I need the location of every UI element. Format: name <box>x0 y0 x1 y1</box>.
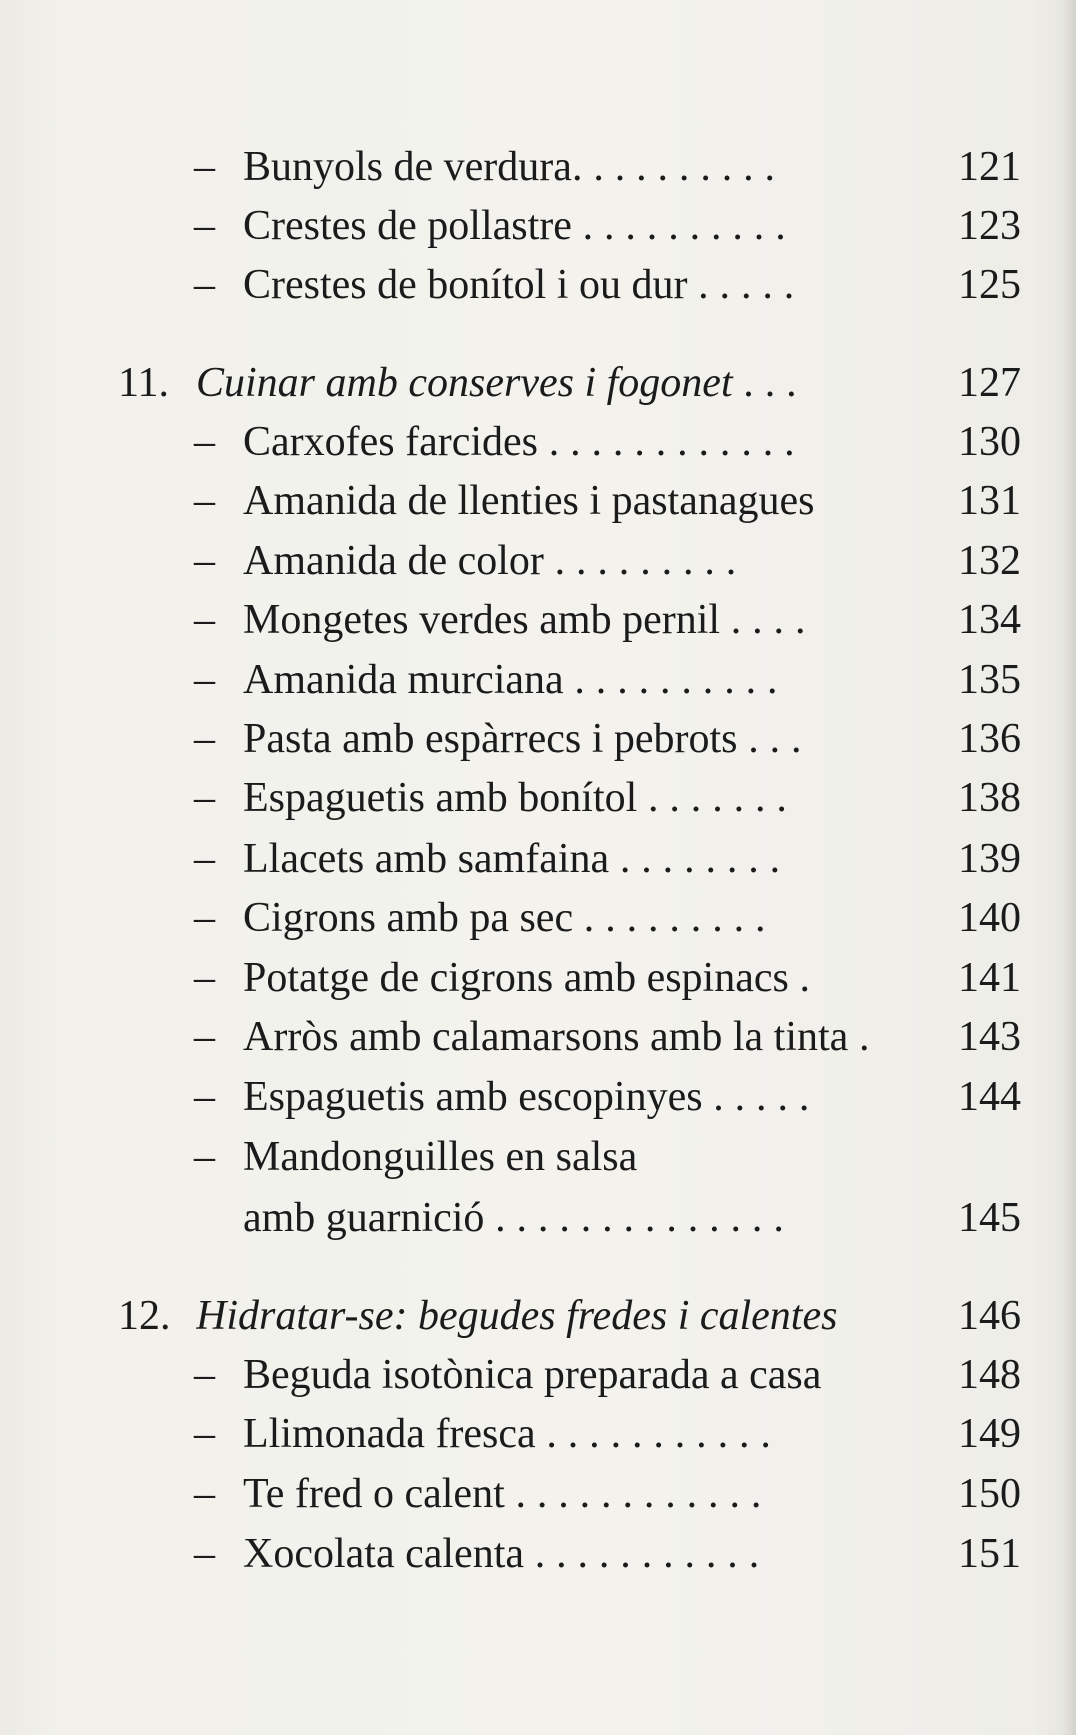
entry-title-text: Arròs amb calamarsons amb la tinta <box>243 1014 849 1060</box>
toc-entry-row <box>0 1465 1076 1523</box>
chapter-number: 12. <box>118 1293 171 1339</box>
dot-leader: . . . <box>737 716 802 762</box>
entry-dash: – <box>194 597 215 643</box>
entry-dash: – <box>194 895 215 941</box>
page-number: 127 <box>958 360 1021 406</box>
page-number: 136 <box>958 716 1021 762</box>
entry-dash: – <box>194 419 215 465</box>
toc-entry-row <box>0 256 1076 314</box>
entry-title-text: Espaguetis amb escopinyes <box>243 1074 703 1120</box>
entry-dash: – <box>194 203 215 249</box>
dot-leader: . . . . . . . . . . <box>563 657 778 703</box>
entry-title <box>243 769 915 827</box>
page-number: 138 <box>958 775 1021 821</box>
entry-title-text: Carxofes farcides <box>243 419 539 465</box>
entry-title-text: Llimonada fresca <box>243 1411 536 1457</box>
entry-title-text: Espaguetis amb bonítol <box>243 775 638 821</box>
entry-title-text: Cuinar amb conserves i fogonet <box>196 360 733 406</box>
dot-leader: . <box>848 1014 870 1060</box>
toc-entry-row <box>0 1189 1076 1247</box>
entry-title-text: Potatge de cigrons amb espinacs <box>243 955 789 1001</box>
entry-title <box>243 1346 915 1404</box>
entry-title-text: Pasta amb espàrrecs i pebrots <box>243 716 738 762</box>
entry-title <box>243 413 915 471</box>
entry-title-text: Te fred o calent <box>243 1471 505 1517</box>
page-number: 135 <box>958 657 1021 703</box>
entry-dash: – <box>194 955 215 1001</box>
entry-title <box>243 591 915 649</box>
entry-title-text: Xocolata calenta <box>243 1531 524 1577</box>
entry-title-text: amb guarnició <box>243 1195 485 1241</box>
entry-dash: – <box>194 1134 215 1180</box>
toc-entry-row <box>0 138 1076 196</box>
entry-dash: – <box>194 836 215 882</box>
entry-title-text: Llacets amb samfaina <box>243 836 610 882</box>
entry-title <box>243 1465 915 1523</box>
dot-leader: . . . . . . . . . <box>543 538 737 584</box>
page-number: 150 <box>958 1471 1021 1517</box>
page-number: 130 <box>958 419 1021 465</box>
dot-leader: . . . . . . . . <box>609 836 781 882</box>
toc-entry-row <box>0 532 1076 590</box>
entry-dash: – <box>194 144 215 190</box>
page-number: 151 <box>958 1531 1021 1577</box>
chapter-title <box>196 354 916 412</box>
toc-entry-row <box>0 1405 1076 1463</box>
entry-title <box>243 949 915 1007</box>
toc-entry-row <box>0 889 1076 947</box>
entry-title <box>243 830 915 888</box>
toc-entry-row <box>0 591 1076 649</box>
toc-entry-row <box>0 769 1076 827</box>
entry-title-text: Bunyols de verdura <box>243 144 572 190</box>
dot-leader: . . . . <box>720 597 806 643</box>
entry-title <box>243 1405 915 1463</box>
dot-leader: . . . . . . . . . . . . <box>504 1471 762 1517</box>
entry-title <box>243 1068 915 1126</box>
page-number: 149 <box>958 1411 1021 1457</box>
toc-chapter-row <box>0 1287 1076 1345</box>
entry-dash: – <box>194 1074 215 1120</box>
page-number: 145 <box>958 1195 1021 1241</box>
toc-entry-row <box>0 197 1076 255</box>
entry-title-text: Crestes de bonítol i ou dur <box>243 262 688 308</box>
entry-title-text: Amanida de color <box>243 538 544 584</box>
dot-leader: . . . . . . . . . . . . . . <box>484 1195 785 1241</box>
entry-title <box>243 256 915 314</box>
entry-title <box>243 889 915 947</box>
entry-title-text: Crestes de pollastre <box>243 203 572 249</box>
entry-dash: – <box>194 1531 215 1577</box>
toc-entry-row <box>0 413 1076 471</box>
toc-entry-row <box>0 1068 1076 1126</box>
page-number: 132 <box>958 538 1021 584</box>
entry-title <box>243 197 915 255</box>
page-number: 143 <box>958 1014 1021 1060</box>
entry-title <box>243 1189 915 1247</box>
entry-dash: – <box>194 775 215 821</box>
toc-entry-row <box>0 1128 1076 1186</box>
entry-title-text: Mongetes verdes amb pernil <box>243 597 721 643</box>
toc-entry-row <box>0 1525 1076 1583</box>
entry-title-text: Amanida murciana <box>243 657 564 703</box>
toc-entry-row <box>0 710 1076 768</box>
toc-entry-row <box>0 949 1076 1007</box>
page-number: 121 <box>958 144 1021 190</box>
dot-leader: . . . . . <box>702 1074 810 1120</box>
entry-dash: – <box>194 1352 215 1398</box>
entry-title <box>243 532 915 590</box>
entry-dash: – <box>194 262 215 308</box>
entry-dash: – <box>194 538 215 584</box>
toc-entry-row <box>0 830 1076 888</box>
entry-title <box>243 651 915 709</box>
toc-entry-row <box>0 1008 1076 1066</box>
dot-leader: . . . . . . . <box>637 775 788 821</box>
entry-dash: – <box>194 657 215 703</box>
toc-entry-row <box>0 651 1076 709</box>
dot-leader: . . . . . . . . . . . . <box>538 419 795 465</box>
toc-chapter-row <box>0 354 1076 412</box>
dot-leader: . . . . . . . . . . <box>571 203 786 249</box>
toc-entry-row <box>0 472 1076 530</box>
entry-title <box>243 1008 915 1066</box>
page-number: 123 <box>958 203 1021 249</box>
page-number: 146 <box>958 1293 1021 1339</box>
page-number: 131 <box>958 478 1021 524</box>
entry-title-text: Hidratar-se: begudes fredes i calentes <box>196 1293 838 1339</box>
entry-title-text: Mandonguilles en salsa <box>243 1134 638 1180</box>
entry-dash: – <box>194 1471 215 1517</box>
chapter-title <box>196 1287 916 1345</box>
entry-title <box>243 1128 915 1186</box>
entry-title-text: Cigrons amb pa sec <box>243 895 574 941</box>
dot-leader: . . . . . . . . . <box>573 895 766 941</box>
page-number: 125 <box>958 262 1021 308</box>
entry-dash: – <box>194 478 215 524</box>
page-number: 144 <box>958 1074 1021 1120</box>
entry-dash: – <box>194 716 215 762</box>
dot-leader: . . . . . . . . . . . <box>524 1531 760 1577</box>
page-number: 148 <box>958 1352 1021 1398</box>
toc-entry-row <box>0 1346 1076 1404</box>
entry-title-text: Beguda isotònica preparada a casa <box>243 1352 822 1398</box>
dot-leader: . . . <box>732 360 797 406</box>
entry-title <box>243 472 915 530</box>
entry-dash: – <box>194 1014 215 1060</box>
entry-title <box>243 1525 915 1583</box>
entry-title <box>243 710 915 768</box>
page-number: 140 <box>958 895 1021 941</box>
entry-dash: – <box>194 1411 215 1457</box>
page-number: 134 <box>958 597 1021 643</box>
dot-leader: . . . . . . . . . . . <box>535 1411 772 1457</box>
dot-leader: . . . . . . . . . . <box>571 144 776 190</box>
page-number: 141 <box>958 955 1021 1001</box>
page-number: 139 <box>958 836 1021 882</box>
entry-title <box>243 138 915 196</box>
dot-leader: . <box>788 955 811 1001</box>
entry-title-text: Amanida de llenties i pastanagues <box>243 478 815 524</box>
chapter-number: 11. <box>118 360 169 406</box>
dot-leader: . . . . . <box>687 262 795 308</box>
